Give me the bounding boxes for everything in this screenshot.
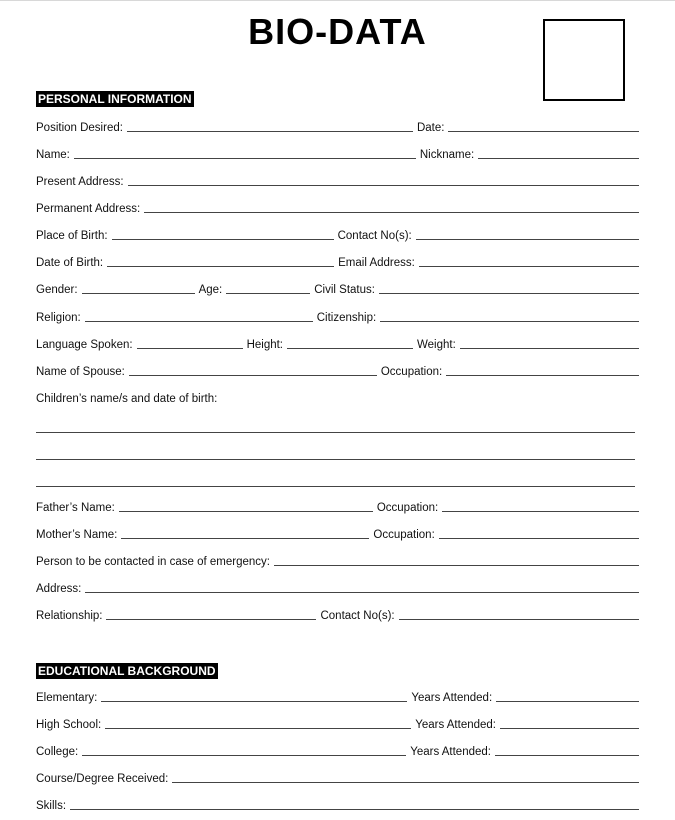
- address-label: Address:: [36, 583, 82, 595]
- college-years-label: Years Attended:: [410, 746, 491, 758]
- high-school-years-label: Years Attended:: [415, 719, 496, 731]
- language-spoken-field[interactable]: [137, 348, 243, 349]
- course-degree-label: Course/Degree Received:: [36, 773, 169, 785]
- page-title: BIO-DATA: [248, 11, 427, 52]
- elementary-field[interactable]: [101, 701, 407, 702]
- skills-field[interactable]: [70, 809, 639, 810]
- row-mother: [36, 526, 639, 542]
- college-field[interactable]: [82, 755, 406, 756]
- date-label: Date:: [416, 122, 445, 134]
- row-elementary: [36, 689, 639, 705]
- civil-status-field[interactable]: [379, 293, 639, 294]
- date-field[interactable]: [448, 131, 639, 132]
- row-high-school: [36, 716, 639, 732]
- weight-field[interactable]: [460, 348, 639, 349]
- row-children: [36, 390, 639, 406]
- position-desired-label: Position Desired:: [36, 122, 123, 134]
- nickname-label: Nickname:: [419, 149, 475, 161]
- emergency-contact-nos-field[interactable]: [399, 619, 639, 620]
- row-gender-age-civil: [36, 281, 639, 297]
- emergency-contact-field[interactable]: [274, 565, 639, 566]
- email-address-field[interactable]: [419, 266, 639, 267]
- permanent-address-label: Permanent Address:: [36, 203, 141, 215]
- fathers-name-label: Father’s Name:: [36, 502, 115, 514]
- row-permanent-address: [36, 200, 639, 216]
- citizenship-label: Citizenship:: [316, 312, 377, 324]
- permanent-address-field[interactable]: [144, 212, 639, 213]
- elementary-label: Elementary:: [36, 692, 98, 704]
- date-of-birth-label: Date of Birth:: [36, 257, 104, 269]
- age-label: Age:: [198, 284, 223, 296]
- row-skills: [36, 797, 639, 813]
- section-heading-educational-background: EDUCATIONAL BACKGROUND: [38, 664, 216, 678]
- height-label: Height:: [246, 339, 283, 351]
- height-field[interactable]: [287, 348, 413, 349]
- row-address: [36, 580, 639, 596]
- gender-label: Gender:: [36, 284, 78, 296]
- contact-nos-label: Contact No(s):: [337, 230, 412, 242]
- spouse-occupation-label: Occupation:: [380, 366, 443, 378]
- place-of-birth-label: Place of Birth:: [36, 230, 108, 242]
- address-field[interactable]: [85, 592, 639, 593]
- row-position-date: [36, 119, 639, 135]
- name-label: Name:: [36, 149, 70, 161]
- contact-nos-field[interactable]: [416, 239, 639, 240]
- father-occupation-field[interactable]: [442, 511, 639, 512]
- row-spouse: [36, 363, 639, 379]
- row-religion-citizenship: [36, 309, 639, 325]
- gender-field[interactable]: [82, 293, 195, 294]
- position-desired-field[interactable]: [127, 131, 413, 132]
- children-line-1[interactable]: [36, 432, 635, 433]
- mothers-name-field[interactable]: [121, 538, 369, 539]
- language-spoken-label: Language Spoken:: [36, 339, 133, 351]
- high-school-label: High School:: [36, 719, 102, 731]
- relationship-field[interactable]: [106, 619, 316, 620]
- photo-box: [543, 19, 625, 101]
- name-field[interactable]: [74, 158, 416, 159]
- mother-occupation-field[interactable]: [439, 538, 639, 539]
- row-date-of-birth: [36, 254, 639, 270]
- emergency-contact-label: Person to be contacted in case of emergency:: [36, 556, 270, 568]
- children-line-3[interactable]: [36, 486, 635, 487]
- mother-occupation-label: Occupation:: [373, 529, 435, 541]
- present-address-field[interactable]: [128, 185, 639, 186]
- fathers-name-field[interactable]: [119, 511, 373, 512]
- children-label: Children’s name/s and date of birth:: [36, 393, 218, 405]
- row-place-of-birth: [36, 227, 639, 243]
- present-address-label: Present Address:: [36, 176, 124, 188]
- elementary-years-label: Years Attended:: [411, 692, 493, 704]
- religion-field[interactable]: [85, 321, 313, 322]
- email-address-label: Email Address:: [338, 257, 415, 269]
- name-of-spouse-label: Name of Spouse:: [36, 366, 125, 378]
- college-label: College:: [36, 746, 79, 758]
- mothers-name-label: Mother’s Name:: [36, 529, 118, 541]
- religion-label: Religion:: [36, 312, 81, 324]
- college-years-field[interactable]: [495, 755, 639, 756]
- weight-label: Weight:: [417, 339, 456, 351]
- row-relationship: [36, 607, 639, 623]
- emergency-contact-nos-label: Contact No(s):: [320, 610, 395, 622]
- nickname-field[interactable]: [478, 158, 639, 159]
- high-school-field[interactable]: [105, 728, 411, 729]
- civil-status-label: Civil Status:: [314, 284, 375, 296]
- children-line-2[interactable]: [36, 459, 635, 460]
- row-emergency-contact: [36, 553, 639, 569]
- row-language-height-weight: [36, 336, 639, 352]
- skills-label: Skills:: [36, 800, 67, 812]
- course-degree-field[interactable]: [172, 782, 639, 783]
- row-father: [36, 499, 639, 515]
- date-of-birth-field[interactable]: [107, 266, 334, 267]
- elementary-years-field[interactable]: [496, 701, 639, 702]
- spouse-occupation-field[interactable]: [446, 375, 639, 376]
- row-name-nickname: [36, 146, 639, 162]
- row-college: [36, 743, 639, 759]
- row-present-address: [36, 173, 639, 189]
- relationship-label: Relationship:: [36, 610, 103, 622]
- name-of-spouse-field[interactable]: [129, 375, 377, 376]
- citizenship-field[interactable]: [380, 321, 639, 322]
- section-heading-personal-information: PERSONAL INFORMATION: [38, 92, 192, 106]
- high-school-years-field[interactable]: [500, 728, 639, 729]
- father-occupation-label: Occupation:: [376, 502, 439, 514]
- row-course-degree: [36, 770, 639, 786]
- place-of-birth-field[interactable]: [112, 239, 334, 240]
- age-field[interactable]: [226, 293, 310, 294]
